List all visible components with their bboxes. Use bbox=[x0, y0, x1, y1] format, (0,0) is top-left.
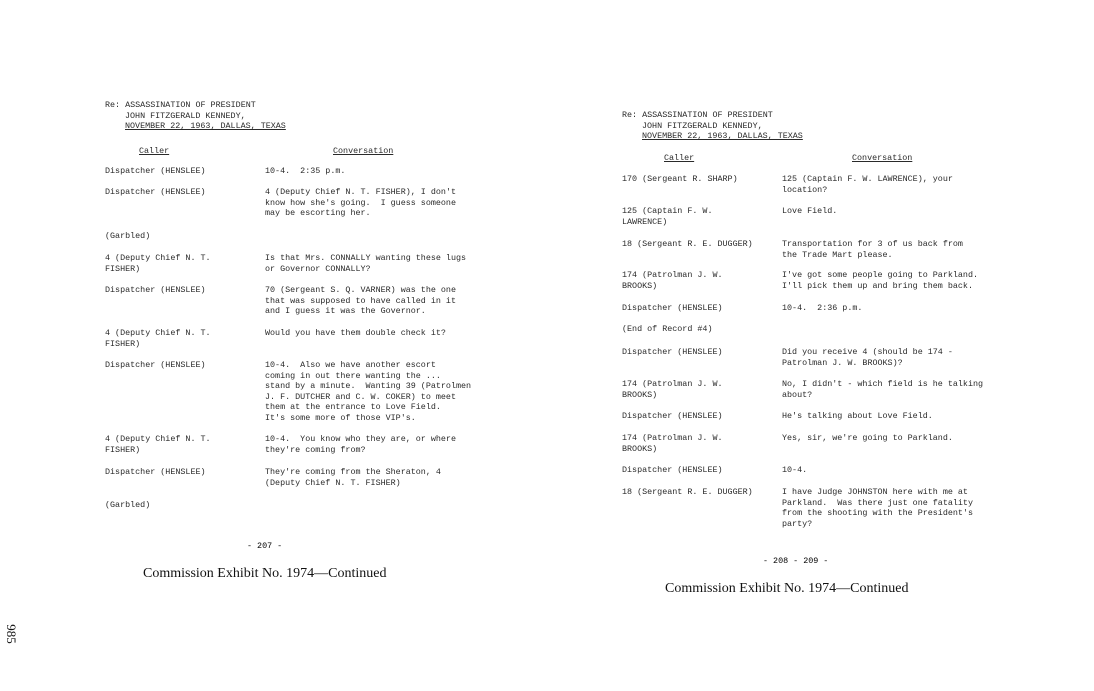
left-row-5-caller: Dispatcher (HENSLEE) bbox=[105, 285, 206, 295]
right-row-2-caller: 125 (Captain F. W. LAWRENCE) bbox=[622, 206, 713, 227]
left-row-2-caller: Dispatcher (HENSLEE) bbox=[105, 187, 206, 197]
right-header-line-2: JOHN FITZGERALD KENNEDY, bbox=[642, 120, 763, 131]
left-row-6-conv: Would you have them double check it? bbox=[265, 328, 446, 338]
right-row-1-conv: 125 (Captain F. W. LAWRENCE), your location? bbox=[782, 174, 953, 195]
right-row-10-caller: 174 (Patrolman J. W. BROOKS) bbox=[622, 433, 723, 454]
right-row-8-caller: 174 (Patrolman J. W. BROOKS) bbox=[622, 379, 723, 400]
left-footer-prefix: Commission Exhibit No. bbox=[143, 566, 283, 581]
right-col-caller: Caller bbox=[664, 153, 695, 163]
left-row-8-conv: 10-4. You know who they are, or where they're coming from? bbox=[265, 434, 456, 455]
left-row-7-conv: 10-4. Also we have another escort coming in out there wanting the ... stand by a minute. Wanting 39 (Patrolmen J. F. DUTCHER and C. W. COKER) to meet them at the entrance to Love Field. It's some more of those VIP's. bbox=[265, 360, 472, 423]
right-row-3-conv: Transportation for 3 of us back from the Trade Mart please. bbox=[782, 239, 963, 260]
right-row-2-conv: Love Field. bbox=[782, 206, 838, 216]
right-row-8-conv: No, I didn't - which field is he talking about? bbox=[782, 379, 984, 400]
right-header bbox=[622, 110, 803, 142]
right-header-line-1: Re: ASSASSINATION OF PRESIDENT bbox=[622, 110, 773, 120]
right-row-10-conv: Yes, sir, we're going to Parkland. bbox=[782, 433, 953, 443]
right-row-11-conv: 10-4. bbox=[782, 465, 808, 475]
left-row-4-conv: Is that Mrs. CONNALLY wanting these lugs or Governor CONNALLY? bbox=[265, 253, 467, 274]
side-page-number: 985 bbox=[4, 624, 19, 644]
left-row-8-caller: 4 (Deputy Chief N. T. FISHER) bbox=[105, 434, 211, 455]
right-page-number: - 208 - 209 - bbox=[763, 556, 829, 566]
left-header-line-3: NOVEMBER 22, 1963, DALLAS, TEXAS bbox=[125, 121, 286, 132]
left-row-1-caller: Dispatcher (HENSLEE) bbox=[105, 166, 206, 176]
left-col-caller: Caller bbox=[139, 146, 170, 156]
left-row-3-caller: (Garbled) bbox=[105, 231, 151, 241]
right-footer bbox=[665, 581, 908, 597]
left-header-line-1: Re: ASSASSINATION OF PRESIDENT bbox=[105, 100, 256, 110]
left-row-6-caller: 4 (Deputy Chief N. T. FISHER) bbox=[105, 328, 211, 349]
right-row-4-conv: I've got some people going to Parkland. I'll pick them up and bring them back. bbox=[782, 270, 979, 291]
left-row-5-conv: 70 (Sergeant S. Q. VARNER) was the one that was supposed to have called in it and I guess it was the Governor. bbox=[265, 285, 456, 317]
left-row-10-caller: (Garbled) bbox=[105, 500, 151, 510]
right-row-5-caller: Dispatcher (HENSLEE) bbox=[622, 303, 723, 313]
right-row-9-conv: He's talking about Love Field. bbox=[782, 411, 933, 421]
right-row-4-caller: 174 (Patrolman J. W. BROOKS) bbox=[622, 270, 723, 291]
right-row-5-conv: 10-4. 2:36 p.m. bbox=[782, 303, 863, 313]
right-row-12-conv: I have Judge JOHNSTON here with me at Parkland. Was there just one fatality from the shooting with the President's party? bbox=[782, 487, 973, 529]
left-col-conversation: Conversation bbox=[333, 146, 394, 156]
left-row-9-conv: They're coming from the Sheraton, 4 (Deputy Chief N. T. FISHER) bbox=[265, 467, 441, 488]
left-row-4-caller: 4 (Deputy Chief N. T. FISHER) bbox=[105, 253, 211, 274]
left-row-1-conv: 10-4. 2:35 p.m. bbox=[265, 166, 346, 176]
right-row-7-caller: Dispatcher (HENSLEE) bbox=[622, 347, 723, 357]
left-row-2-conv: 4 (Deputy Chief N. T. FISHER), I don't know how she's going. I guess someone may be escorting her. bbox=[265, 187, 456, 219]
left-footer-suffix: 1974—Continued bbox=[282, 566, 387, 581]
right-footer-suffix: 1974—Continued bbox=[804, 581, 909, 596]
left-footer bbox=[143, 566, 386, 582]
right-header-line-3: NOVEMBER 22, 1963, DALLAS, TEXAS bbox=[642, 131, 803, 142]
left-row-7-caller: Dispatcher (HENSLEE) bbox=[105, 360, 206, 370]
right-row-12-caller: 18 (Sergeant R. E. DUGGER) bbox=[622, 487, 753, 497]
left-header bbox=[105, 100, 286, 132]
right-row-9-caller: Dispatcher (HENSLEE) bbox=[622, 411, 723, 421]
right-row-6-caller: (End of Record #4) bbox=[622, 324, 713, 334]
left-header-line-2: JOHN FITZGERALD KENNEDY, bbox=[125, 110, 246, 121]
right-footer-prefix: Commission Exhibit No. bbox=[665, 581, 805, 596]
right-page bbox=[622, 110, 1042, 550]
left-page-number: - 207 - bbox=[247, 541, 283, 551]
left-page bbox=[105, 100, 525, 540]
right-row-3-caller: 18 (Sergeant R. E. DUGGER) bbox=[622, 239, 753, 249]
right-row-11-caller: Dispatcher (HENSLEE) bbox=[622, 465, 723, 475]
right-col-conversation: Conversation bbox=[852, 153, 913, 163]
right-row-1-caller: 170 (Sergeant R. SHARP) bbox=[622, 174, 738, 184]
right-row-7-conv: Did you receive 4 (should be 174 - Patrolman J. W. BROOKS)? bbox=[782, 347, 953, 368]
left-row-9-caller: Dispatcher (HENSLEE) bbox=[105, 467, 206, 477]
